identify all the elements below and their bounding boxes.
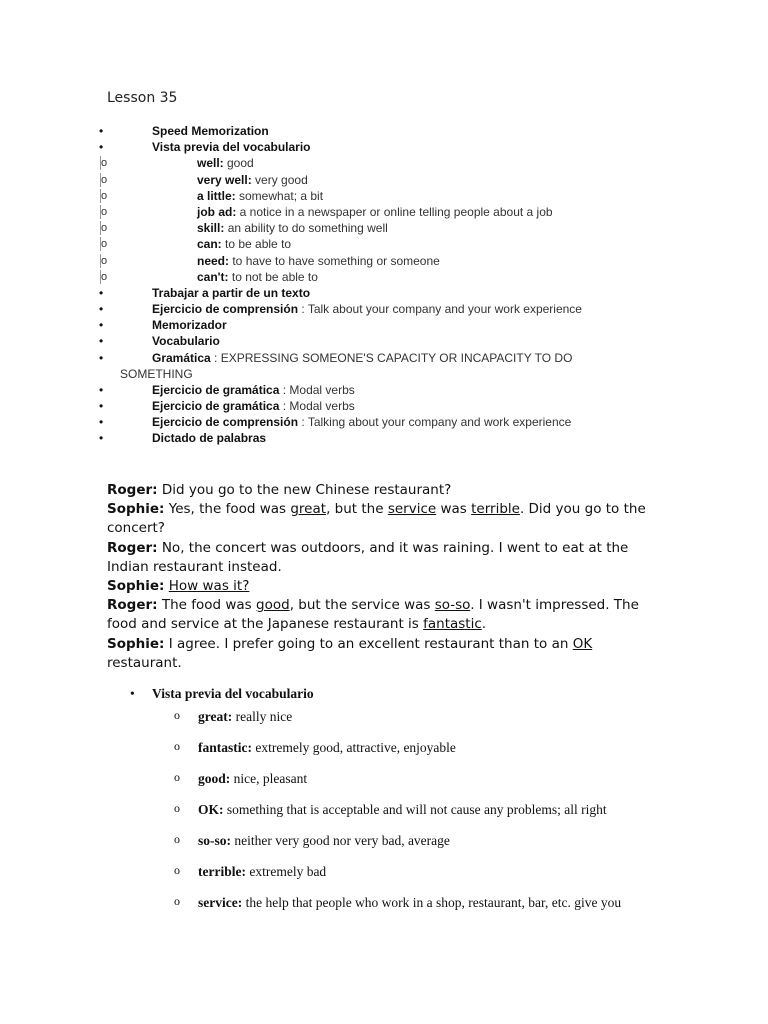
dialogue-line xyxy=(107,500,667,538)
vocab-term: skill: xyxy=(197,221,225,236)
circle-bullet-icon: o xyxy=(174,770,180,784)
bullet-icon: • xyxy=(99,318,104,333)
outline-item-detail: : EXPRESSING SOMEONE'S CAPACITY OR INCAPACITY TO DO xyxy=(210,350,573,365)
circle-bullet-icon: o xyxy=(174,739,180,753)
dialogue-text: . I wasn't impressed. The food and service at the Japanese restaurant is xyxy=(107,597,639,633)
vocab-definition: to be able to xyxy=(221,237,292,252)
dialogue-text: restaurant. xyxy=(107,654,182,671)
dialogue-text: The food was xyxy=(157,597,257,614)
circle-bullet-icon: o xyxy=(101,205,108,218)
vocab-definition: something that is acceptable and will not cause any problems; all right xyxy=(223,802,607,817)
outline-item xyxy=(0,382,768,398)
outline-item-label: Vista previa del vocabulario xyxy=(152,140,311,155)
dialogue-text: I agree. I prefer going to an excellent restaurant than to an xyxy=(164,635,573,652)
dialogue-line xyxy=(107,539,667,577)
outline-item xyxy=(0,139,768,155)
vocab-item xyxy=(0,269,768,285)
bullet-icon: • xyxy=(99,140,104,155)
vocab-term: can't: xyxy=(197,269,229,284)
vocab-term: a little: xyxy=(197,188,236,203)
vocab-item xyxy=(0,220,768,236)
vocab-definition: to have to have something or someone xyxy=(229,253,440,268)
underlined-word: OK xyxy=(572,635,593,652)
bullet-icon: • xyxy=(99,350,104,365)
circle-bullet-icon: o xyxy=(101,189,108,202)
vocab-definition: to not be able to xyxy=(228,269,318,284)
circle-bullet-icon: o xyxy=(101,222,108,235)
circle-bullet-icon: o xyxy=(101,173,108,186)
outline-item xyxy=(0,414,768,430)
dialogue-line xyxy=(107,481,667,500)
dialogue-text: . Did you go to the concert? xyxy=(107,501,646,537)
circle-bullet-icon: o xyxy=(174,708,180,722)
speaker-name: Roger: xyxy=(107,539,158,556)
dialogue-text: , but the service was xyxy=(289,597,435,614)
outline-item xyxy=(0,123,768,139)
vocabulary-heading-text: Vista previa del vocabulario xyxy=(152,686,314,701)
vocab-item xyxy=(0,204,768,220)
outline-item xyxy=(0,350,768,382)
vocab-term: service: xyxy=(198,895,243,910)
circle-bullet-icon: o xyxy=(174,863,180,877)
vocab-definition: neither very good nor very bad, average xyxy=(231,833,450,848)
vocab-term: terrible: xyxy=(198,864,246,879)
vocab-definition: extremely good, attractive, enjoyable xyxy=(252,740,456,755)
outline-item xyxy=(0,285,768,301)
vocab-term: well: xyxy=(197,156,224,171)
bullet-icon: • xyxy=(99,285,104,300)
vocab-term: job ad: xyxy=(197,204,237,219)
circle-bullet-icon: o xyxy=(101,238,108,251)
outline-item-label: Ejercicio de comprensión xyxy=(152,302,299,317)
dialogue-text: . xyxy=(481,616,487,633)
circle-bullet-icon: o xyxy=(101,157,108,170)
circle-bullet-icon: o xyxy=(101,254,108,267)
outline-item-label: Trabajar a partir de un texto xyxy=(152,285,311,300)
vocab-term: so-so: xyxy=(198,833,231,848)
vocab-term: very well: xyxy=(197,172,252,187)
outline-item xyxy=(0,317,768,333)
outline-item-label: Speed Memorization xyxy=(152,124,269,138)
underlined-word: fantastic xyxy=(423,616,482,633)
outline-item-label: Ejercicio de gramática xyxy=(152,382,280,397)
vocab-term: great: xyxy=(198,709,233,724)
outline-item-detail: : Talk about your company and your work experience xyxy=(298,302,582,317)
dialogue-text: , but the xyxy=(326,501,388,518)
dialogue-line xyxy=(107,635,667,673)
vocab-term: good: xyxy=(198,771,231,786)
vocab-definition: really nice xyxy=(232,709,293,724)
speaker-name: Sophie: xyxy=(107,501,165,518)
dialogue-text: Did you go to the new Chinese restaurant? xyxy=(157,482,452,498)
speaker-name: Sophie: xyxy=(107,578,165,595)
vocab-definition: very good xyxy=(251,172,308,187)
bullet-icon: • xyxy=(99,398,104,413)
outline-item xyxy=(0,430,768,446)
outline-item xyxy=(0,333,768,349)
vocab-definition: nice, pleasant xyxy=(230,771,308,786)
dialogue-text: Yes, the food was xyxy=(164,501,291,518)
vocab-term: need: xyxy=(197,253,230,268)
lesson-title: Lesson 35 xyxy=(107,90,178,106)
outline-item-label: Ejercicio de gramática xyxy=(152,398,280,413)
speaker-name: Sophie: xyxy=(107,635,165,652)
bullet-icon: • xyxy=(99,124,104,138)
underlined-word: great xyxy=(290,501,327,518)
circle-bullet-icon: o xyxy=(101,270,108,283)
outline-item xyxy=(0,301,768,317)
outline-item-detail-continued: SOMETHING xyxy=(120,366,193,381)
circle-bullet-icon: o xyxy=(174,832,180,846)
outline-item-detail: : Modal verbs xyxy=(279,398,355,413)
lesson-outline xyxy=(0,123,768,446)
vocab-term: can: xyxy=(197,237,222,252)
vocab-definition: a notice in a newspaper or online telling people about a job xyxy=(236,204,553,219)
outline-item-label: Vocabulario xyxy=(152,334,220,349)
underlined-word: so-so xyxy=(434,597,471,614)
bullet-icon: • xyxy=(130,686,135,701)
vocab-item xyxy=(0,172,768,188)
bullet-icon: • xyxy=(99,431,104,446)
vocab-term: OK: xyxy=(198,802,224,817)
underlined-word: How was it? xyxy=(168,578,250,595)
dialogue-text: No, the concert was outdoors, and it was raining. I went to eat at the Indian restaurant instead. xyxy=(107,539,629,575)
speaker-name: Roger: xyxy=(107,597,158,614)
vocab-item xyxy=(0,253,768,269)
circle-bullet-icon: o xyxy=(174,801,180,815)
outline-item-label: Ejercicio de comprensión xyxy=(152,415,299,429)
vocab-definition: somewhat; a bit xyxy=(235,188,324,203)
vocab-definition: the help that people who work in a shop, restaurant, bar, etc. give you xyxy=(242,895,622,910)
bullet-icon: • xyxy=(99,334,104,349)
dialogue-line xyxy=(107,596,667,634)
bullet-icon: • xyxy=(99,382,104,397)
outline-item-label: Memorizador xyxy=(152,318,227,333)
dialogue-line xyxy=(107,577,667,596)
outline-item xyxy=(0,398,768,414)
vocab-item xyxy=(0,155,768,171)
bullet-icon: • xyxy=(99,302,104,317)
vocab-definition: good xyxy=(223,156,254,171)
outline-item-label: Gramática xyxy=(152,350,211,365)
vocab-item xyxy=(0,236,768,252)
outline-item-detail: : Talking about your company and work experience xyxy=(298,415,572,429)
vocab-term: fantastic: xyxy=(198,740,252,755)
underlined-word: good xyxy=(256,597,290,614)
dialogue xyxy=(107,481,667,673)
bullet-icon: • xyxy=(99,415,104,429)
underlined-word: terrible xyxy=(471,501,520,518)
outline-item-detail: : Modal verbs xyxy=(279,382,355,397)
vocab-definition: extremely bad xyxy=(245,864,327,879)
vocab-definition: an ability to do something well xyxy=(224,221,388,236)
dialogue-text: was xyxy=(436,501,472,518)
speaker-name: Roger: xyxy=(107,482,158,498)
underlined-word: service xyxy=(387,501,437,518)
circle-bullet-icon: o xyxy=(174,894,180,908)
outline-item-label: Dictado de palabras xyxy=(152,431,267,446)
vocab-item xyxy=(0,188,768,204)
